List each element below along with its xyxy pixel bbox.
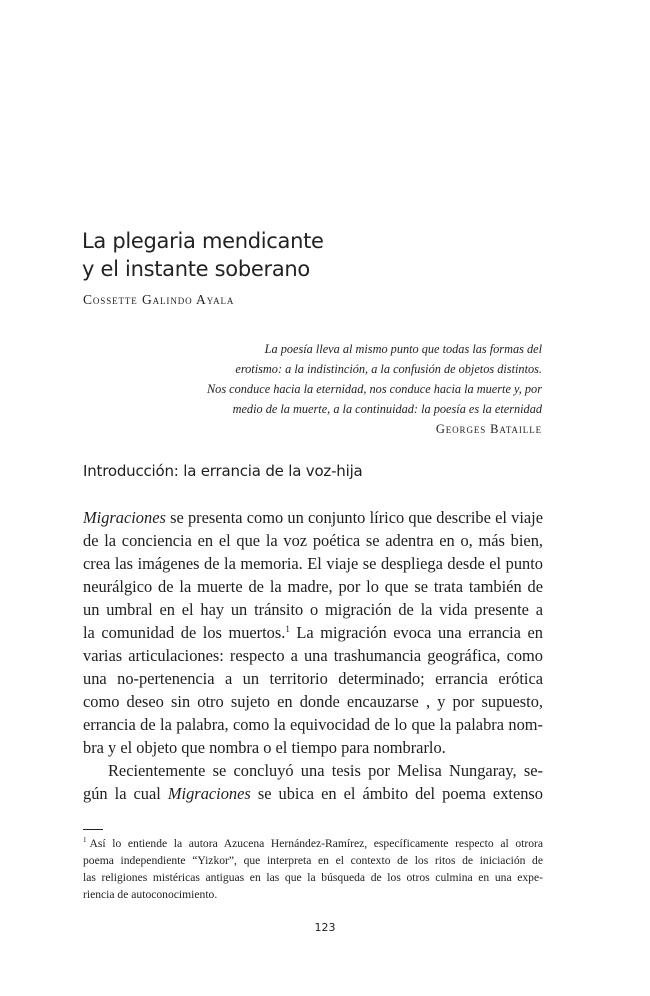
footnote-line: $^1$ Así lo entiende la autora Azucena Hernández-Ramírez, específicamente respecto al otrora (83, 836, 543, 850)
body-line: neurálgico de la muerte de la madre, por lo que se trata también de (83, 577, 543, 596)
body-line: de la conciencia en el que la voz poética se adentra en o, más bien, (83, 531, 543, 550)
italic-title: Migraciones (167, 784, 251, 803)
body-line: varias articulaciones: respecto a una trashumancia geográfica, como (83, 646, 543, 665)
epigraph-attribution: Georges Bataille (435, 422, 542, 436)
body-line: la comunidad de los muertos.$^1$ La migración evoca una errancia en (83, 623, 543, 642)
page-number: 123 (314, 921, 336, 934)
epigraph-line: La poesía lleva al mismo punto que todas las formas del (264, 342, 542, 356)
footnote-rule (83, 829, 103, 830)
footnote-line: las religiones mistéricas antiguas en las que la búsqueda de los otros culmina en una expe- (83, 871, 543, 884)
article-title-line: y el instante soberano (82, 257, 310, 281)
footnote-reference[interactable]: 1 (285, 624, 290, 634)
italic-title: Migraciones (83, 508, 166, 527)
body-line: bra y el objeto que nombra o el tiempo para nombrarlo. (83, 738, 446, 757)
author-name: Cossette Galindo Ayala (83, 292, 235, 307)
body-line: Recientemente se concluyó una tesis por Melisa Nungaray, se- (108, 761, 543, 780)
footnote-marker: 1 (83, 836, 87, 844)
epigraph-line: Nos conduce hacia la eternidad, nos conduce hacia la muerte y, por (206, 382, 542, 396)
article-title-line: La plegaria mendicante (82, 229, 324, 253)
section-heading: Introducción: la errancia de la voz-hija (83, 462, 363, 480)
footnote-line: poema independiente “Yizkor”, que interpreta en el contexto de los ritos de iniciación de (83, 854, 543, 867)
article-title (82, 227, 562, 283)
body-line: un umbral en el hay un tránsito o migración de la vida presente a (83, 600, 543, 619)
body-line: errancia de la palabra, como la equivocidad de lo que la palabra nom- (83, 715, 543, 734)
epigraph-line: erotismo: a la indistinción, a la confusión de objetos distintos. (235, 362, 542, 376)
footnote (83, 835, 543, 903)
body-text (83, 506, 543, 805)
footnote-line: riencia de autoconocimiento. (83, 888, 218, 901)
body-line: como deseo sin otro sujeto en donde encauzarse , y por supuesto, (83, 692, 543, 711)
epigraph (190, 339, 542, 439)
body-line: una no-pertenencia a un territorio determinado; errancia erótica (83, 669, 543, 688)
body-line: gún la cual Migraciones se ubica en el ámbito del poema extenso (83, 784, 543, 803)
body-line: Migraciones se presenta como un conjunto lírico que describe el viaje (83, 508, 543, 527)
epigraph-line: medio de la muerte, a la continuidad: la poesía es la eternidad (232, 402, 542, 416)
body-line: crea las imágenes de la memoria. El viaje se despliega desde el punto (83, 554, 543, 573)
